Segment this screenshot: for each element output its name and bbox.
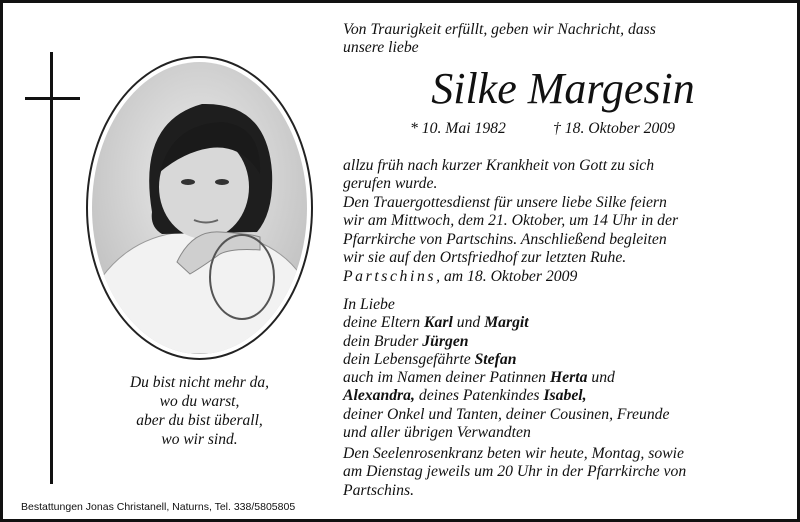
place-date-text: , am 18. Oktober 2009 [436,268,578,285]
in-liebe: In Liebe [343,296,395,313]
rosary-line: Den Seelenrosenkranz beten wir heute, Montag, sowie [343,445,684,462]
deceased-name: Silke Margesin [431,64,695,113]
mourners-list [343,296,783,442]
godchild-line: Alexandra, deines Patenkindes Isabel, [343,387,587,405]
godchild-name: Isabel, [543,387,587,405]
poem-line: wo du warst, [159,393,240,410]
poem-line: wo wir sind. [161,431,238,448]
parents-line: deine Eltern Karl und Margit [343,314,529,332]
godmothers-line: auch im Namen deiner Patinnen Herta und [343,369,615,387]
service-line: Pfarrkirche von Partschins. Anschließend begleiten [343,230,667,248]
brother-line: dein Bruder Jürgen [343,332,469,350]
godmother-name: Herta [549,369,588,387]
death-date: † 18. Oktober 2009 [553,120,675,137]
funeral-home-footer: Bestattungen Jonas Christanell, Naturns, Tel. 338/5805805 [21,501,296,513]
illness-text [343,157,783,194]
cross-icon-bar [25,97,80,100]
service-line: wir am Mittwoch, dem 21. Oktober, um 14 Uhr in der [343,212,679,230]
birth-date: * 10. Mai 1982 [410,120,506,137]
service-line: Den Trauergottesdienst für unsere liebe Silke feiern [343,194,667,211]
poem [86,373,313,449]
intro-text [343,21,783,58]
mother-name: Margit [484,314,529,332]
poem-line: aber du bist überall, [136,412,263,429]
intro-line: Von Traurigkeit erfüllt, geben wir Nachricht, dass [343,21,656,38]
cross-icon [50,52,53,484]
portrait-photo [92,62,307,354]
godmother-name: Alexandra, [343,387,415,405]
illness-line: allzu früh nach kurzer Krankheit von Gott zu sich [343,157,655,174]
father-name: Karl [424,314,453,332]
brother-name: Jürgen [422,332,469,350]
intro-line: unsere liebe [343,39,419,57]
rosary-line: am Dienstag jeweils um 20 Uhr in der Pfarrkirche von [343,463,687,481]
place-date [343,268,783,286]
service-line: wir sie auf den Ortsfriedhof zur letzten Ruhe. [343,248,627,266]
service-text [343,194,783,267]
partner-line: dein Lebensgefährte Stefan [343,350,517,368]
rosary-line: Partschins. [343,481,415,499]
relatives-line: deiner Onkel und Tanten, deiner Cousinen, Freunde [343,405,670,423]
relatives-line: und aller übrigen Verwandten [343,424,531,442]
rosary-text [343,445,783,500]
poem-line: Du bist nicht mehr da, [129,374,270,391]
place-name: Partschins [343,268,437,285]
illness-line: gerufen wurde. [343,175,438,193]
partner-name: Stefan [474,350,517,368]
